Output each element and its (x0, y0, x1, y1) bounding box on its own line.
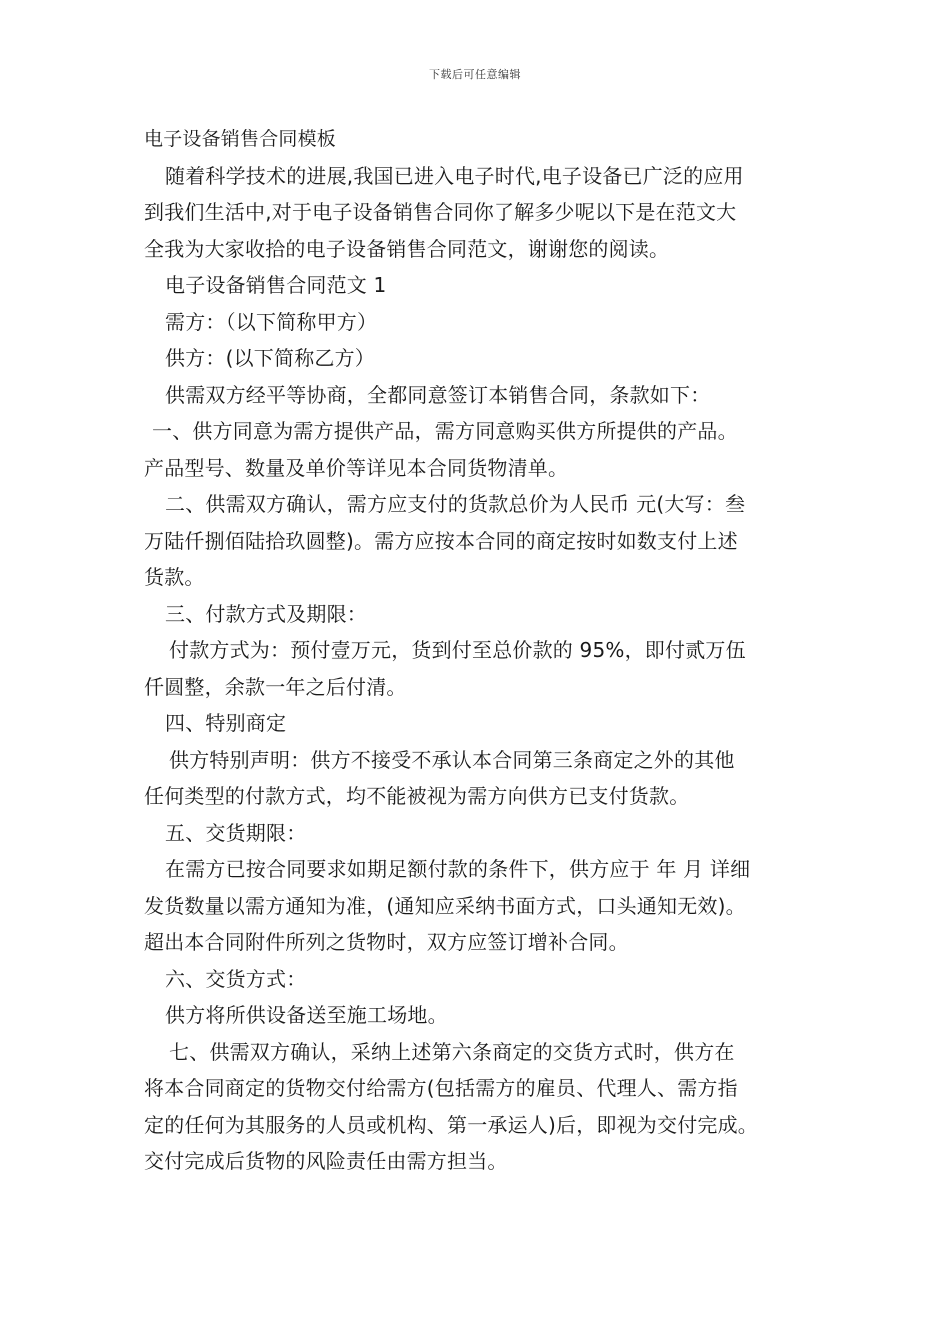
clause-line: 定的任何为其服务的人员或机构、第一承运人)后，即视为交付完成。 (144, 1112, 759, 1137)
paragraph-line: 全我为大家收拾的电子设备销售合同范文，谢谢您的阅读。 (144, 236, 670, 261)
document-body (144, 121, 814, 1180)
section-heading: 电子设备销售合同范文 1 (165, 273, 387, 297)
clause-heading: 三、付款方式及期限： (165, 601, 367, 626)
clause-heading: 五、交货期限： (165, 820, 307, 845)
clause-line: 七、供需双方确认，采纳上述第六条商定的交货方式时，供方在 (169, 1039, 735, 1064)
paragraph-line: 随着科学技术的进展,我国已进入电子时代,电子设备已广泛的应用 (165, 163, 744, 188)
paragraph-line: 供需双方经平等协商，全都同意签订本销售合同，条款如下： (165, 382, 711, 407)
buyer-line: 需方：（以下简称甲方） (165, 309, 378, 334)
clause-line: 在需方已按合同要求如期足额付款的条件下，供方应于 年 月 详细 (165, 857, 751, 881)
clause-line: 货款。 (144, 565, 205, 589)
document-title: 电子设备销售合同模板 (144, 128, 337, 150)
clause-line: 产品型号、数量及单价等详见本合同货物清单。 (144, 455, 569, 480)
clause-heading: 四、特别商定 (165, 711, 287, 735)
clause-line: 付款方式为：预付壹万元，货到付至总价款的 95%，即付贰万伍 (169, 638, 746, 662)
clause-line: 供方特别声明：供方不接受不承认本合同第三条商定之外的其他 (169, 747, 735, 772)
clause-line: 超出本合同附件所列之货物时，双方应签订增补合同。 (144, 930, 629, 954)
clause-line: 二、供需双方确认，需方应支付的货款总价为人民币 元(大写：叁 (165, 492, 746, 516)
clause-line: 万陆仟捌佰陆拾玖圆整)。需方应按本合同的商定按时如数支付上述 (144, 528, 738, 553)
clause-line: 发货数量以需方通知为准，(通知应采纳书面方式，口头通知无效)。 (144, 893, 746, 918)
clause-heading: 六、交货方式： (165, 966, 307, 991)
clause-line: 一、供方同意为需方提供产品，需方同意购买供方所提供的产品。 (152, 419, 738, 443)
supplier-line: 供方：(以下简称乙方） (165, 346, 376, 370)
header-note: 下载后可任意编辑 (429, 68, 521, 81)
clause-line: 将本合同商定的货物交付给需方(包括需方的雇员、代理人、需方指 (144, 1076, 738, 1100)
clause-line: 仟圆整，余款一年之后付清。 (144, 674, 407, 699)
clause-line: 任何类型的付款方式，均不能被视为需方向供方已支付货款。 (144, 784, 690, 808)
clause-line: 交付完成后货物的风险责任由需方担当。 (144, 1149, 508, 1173)
paragraph-line: 到我们生活中,对于电子设备销售合同你了解多少呢以下是在范文大 (144, 200, 737, 224)
clause-line: 供方将所供设备送至施工场地。 (165, 1003, 448, 1027)
